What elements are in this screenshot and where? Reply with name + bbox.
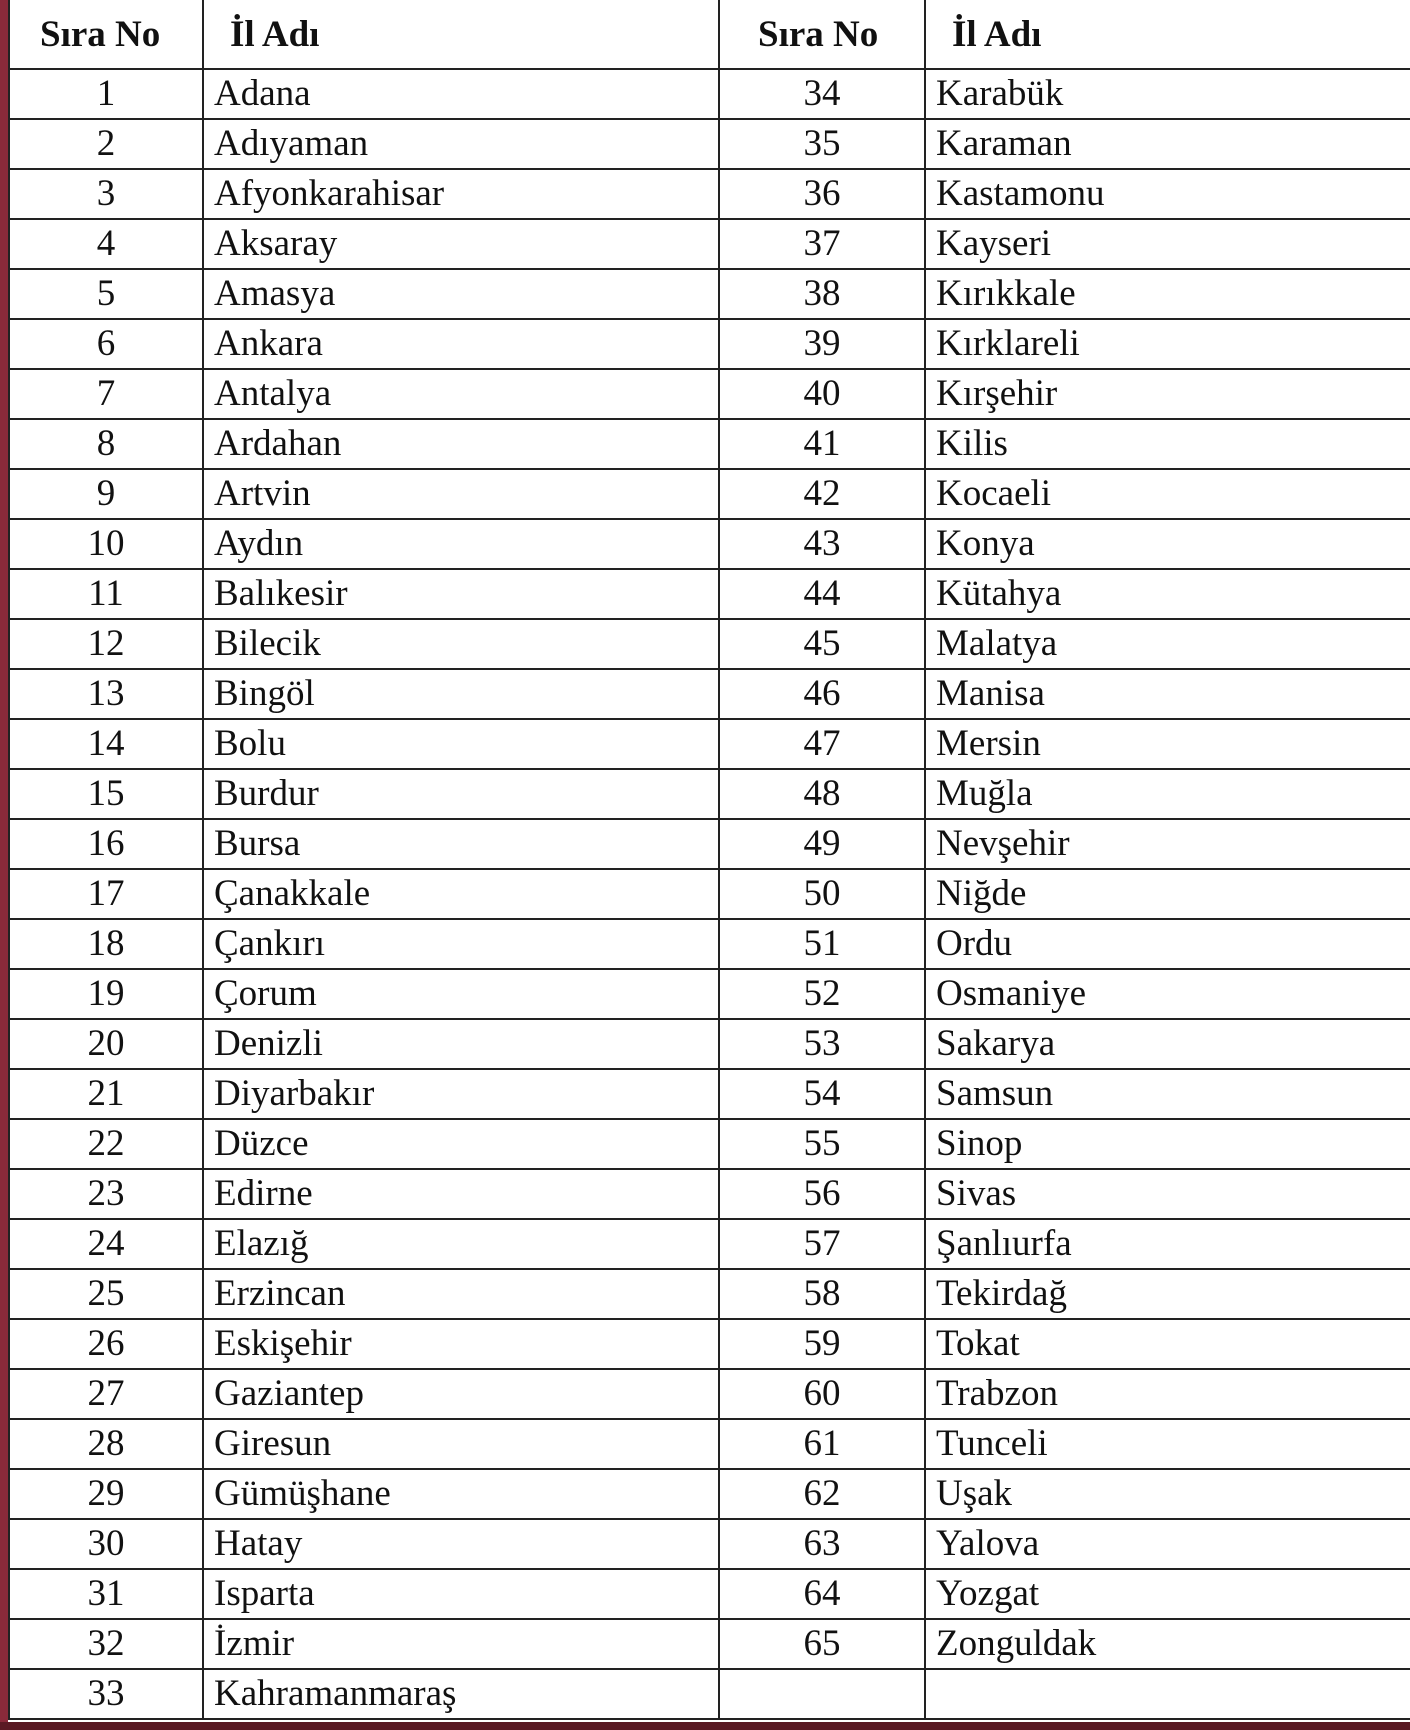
table-row: [9, 869, 1410, 919]
table-row: [9, 219, 1410, 269]
province-name-right: Uşak: [925, 1469, 1410, 1519]
province-name-left: Burdur: [203, 769, 719, 819]
province-name-right: Kayseri: [925, 219, 1410, 269]
row-number-right: 56: [719, 1169, 925, 1219]
row-number-left: 15: [9, 769, 203, 819]
row-number-right: 62: [719, 1469, 925, 1519]
province-name-right: Yozgat: [925, 1569, 1410, 1619]
table-row: [9, 1619, 1410, 1669]
province-name-left: Kahramanmaraş: [203, 1669, 719, 1719]
left-edge-border: [0, 0, 8, 1730]
province-name-left: Bursa: [203, 819, 719, 869]
table-row: [9, 819, 1410, 869]
province-name-right: Samsun: [925, 1069, 1410, 1119]
row-number-left: 4: [9, 219, 203, 269]
province-name-left: Ardahan: [203, 419, 719, 469]
province-name-right: Ordu: [925, 919, 1410, 969]
row-number-left: 11: [9, 569, 203, 619]
province-name-right: Kilis: [925, 419, 1410, 469]
table-row: [9, 69, 1410, 119]
bottom-edge-border: [0, 1722, 1410, 1730]
province-name-right: Kırşehir: [925, 369, 1410, 419]
province-name-right: Manisa: [925, 669, 1410, 719]
row-number-left: 25: [9, 1269, 203, 1319]
province-name-right: Sinop: [925, 1119, 1410, 1169]
province-name-left: Balıkesir: [203, 569, 719, 619]
row-number-left: 23: [9, 1169, 203, 1219]
row-number-right: 61: [719, 1419, 925, 1469]
table-row: [9, 919, 1410, 969]
row-number-right: 39: [719, 319, 925, 369]
table-row: [9, 969, 1410, 1019]
row-number-right: 54: [719, 1069, 925, 1119]
row-number-right: 60: [719, 1369, 925, 1419]
row-number-left: 7: [9, 369, 203, 419]
province-name-right: Kırıkkale: [925, 269, 1410, 319]
row-number-left: 28: [9, 1419, 203, 1469]
province-name-left: Düzce: [203, 1119, 719, 1169]
province-name-left: Bingöl: [203, 669, 719, 719]
province-name-left: Adıyaman: [203, 119, 719, 169]
province-name-left: Eskişehir: [203, 1319, 719, 1369]
row-number-left: 12: [9, 619, 203, 669]
province-name-left: Adana: [203, 69, 719, 119]
province-name-left: Bilecik: [203, 619, 719, 669]
header-row: [9, 0, 1410, 69]
row-number-right: 64: [719, 1569, 925, 1619]
province-name-right: Tokat: [925, 1319, 1410, 1369]
table-row: [9, 269, 1410, 319]
row-number-right: 59: [719, 1319, 925, 1369]
table-row: [9, 419, 1410, 469]
province-name-left: İzmir: [203, 1619, 719, 1669]
province-name-left: Antalya: [203, 369, 719, 419]
province-name-right: Sivas: [925, 1169, 1410, 1219]
row-number-right: 37: [719, 219, 925, 269]
row-number-left: 10: [9, 519, 203, 569]
row-number-right: 55: [719, 1119, 925, 1169]
province-name-left: Çankırı: [203, 919, 719, 969]
row-number-right: 44: [719, 569, 925, 619]
table-row: [9, 1669, 1410, 1719]
province-name-right: [925, 1669, 1410, 1719]
province-table: [8, 0, 1410, 1720]
table-row: [9, 1569, 1410, 1619]
province-name-right: Kocaeli: [925, 469, 1410, 519]
table-row: [9, 1369, 1410, 1419]
province-name-right: Karabük: [925, 69, 1410, 119]
row-number-left: 6: [9, 319, 203, 369]
province-name-left: Çanakkale: [203, 869, 719, 919]
province-name-left: Elazığ: [203, 1219, 719, 1269]
row-number-left: 26: [9, 1319, 203, 1369]
table-row: [9, 469, 1410, 519]
province-name-left: Denizli: [203, 1019, 719, 1069]
province-name-right: Konya: [925, 519, 1410, 569]
row-number-right: 40: [719, 369, 925, 419]
table-row: [9, 519, 1410, 569]
province-name-left: Diyarbakır: [203, 1069, 719, 1119]
row-number-right: 51: [719, 919, 925, 969]
row-number-right: 53: [719, 1019, 925, 1069]
row-number-right: 41: [719, 419, 925, 469]
row-number-left: 16: [9, 819, 203, 869]
province-name-right: Osmaniye: [925, 969, 1410, 1019]
table-row: [9, 719, 1410, 769]
row-number-right: 43: [719, 519, 925, 569]
row-number-right: 48: [719, 769, 925, 819]
table-row: [9, 1419, 1410, 1469]
row-number-left: 3: [9, 169, 203, 219]
row-number-left: 27: [9, 1369, 203, 1419]
table-header: [9, 0, 1410, 69]
province-name-left: Bolu: [203, 719, 719, 769]
table-row: [9, 669, 1410, 719]
header-sira-no-left: Sıra No: [9, 0, 203, 69]
province-name-right: Zonguldak: [925, 1619, 1410, 1669]
row-number-left: 9: [9, 469, 203, 519]
row-number-right: 35: [719, 119, 925, 169]
table-row: [9, 1269, 1410, 1319]
table-row: [9, 1119, 1410, 1169]
table-row: [9, 1219, 1410, 1269]
table-row: [9, 1019, 1410, 1069]
province-name-left: Gaziantep: [203, 1369, 719, 1419]
document-page: [8, 0, 1410, 1730]
table-row: [9, 1319, 1410, 1369]
row-number-left: 33: [9, 1669, 203, 1719]
province-name-right: Tunceli: [925, 1419, 1410, 1469]
province-name-left: Amasya: [203, 269, 719, 319]
province-name-left: Artvin: [203, 469, 719, 519]
row-number-right: 65: [719, 1619, 925, 1669]
table-row: [9, 319, 1410, 369]
header-il-adi-left: İl Adı: [203, 0, 719, 69]
row-number-right: 46: [719, 669, 925, 719]
table-row: [9, 169, 1410, 219]
row-number-left: 32: [9, 1619, 203, 1669]
row-number-right: 34: [719, 69, 925, 119]
province-name-right: Mersin: [925, 719, 1410, 769]
province-name-right: Tekirdağ: [925, 1269, 1410, 1319]
row-number-left: 21: [9, 1069, 203, 1119]
row-number-left: 19: [9, 969, 203, 1019]
row-number-left: 30: [9, 1519, 203, 1569]
row-number-right: 52: [719, 969, 925, 1019]
province-name-left: Hatay: [203, 1519, 719, 1569]
province-name-right: Kütahya: [925, 569, 1410, 619]
province-name-left: Giresun: [203, 1419, 719, 1469]
row-number-left: 18: [9, 919, 203, 969]
province-name-right: Kastamonu: [925, 169, 1410, 219]
row-number-right: 57: [719, 1219, 925, 1269]
province-name-right: Yalova: [925, 1519, 1410, 1569]
row-number-left: 5: [9, 269, 203, 319]
row-number-left: 1: [9, 69, 203, 119]
table-row: [9, 119, 1410, 169]
row-number-right: 42: [719, 469, 925, 519]
row-number-left: 22: [9, 1119, 203, 1169]
row-number-left: 31: [9, 1569, 203, 1619]
province-name-right: Kırklareli: [925, 319, 1410, 369]
province-name-left: Edirne: [203, 1169, 719, 1219]
table-row: [9, 619, 1410, 669]
row-number-left: 24: [9, 1219, 203, 1269]
table-row: [9, 1519, 1410, 1569]
row-number-left: 13: [9, 669, 203, 719]
row-number-left: 8: [9, 419, 203, 469]
header-il-adi-right: İl Adı: [925, 0, 1410, 69]
province-name-right: Trabzon: [925, 1369, 1410, 1419]
row-number-left: 29: [9, 1469, 203, 1519]
row-number-right: 47: [719, 719, 925, 769]
row-number-right: [719, 1669, 925, 1719]
province-name-right: Niğde: [925, 869, 1410, 919]
province-name-right: Sakarya: [925, 1019, 1410, 1069]
row-number-right: 58: [719, 1269, 925, 1319]
province-name-right: Karaman: [925, 119, 1410, 169]
province-name-right: Nevşehir: [925, 819, 1410, 869]
row-number-right: 36: [719, 169, 925, 219]
table-row: [9, 1469, 1410, 1519]
province-name-left: Isparta: [203, 1569, 719, 1619]
table-row: [9, 569, 1410, 619]
row-number-right: 45: [719, 619, 925, 669]
province-name-left: Ankara: [203, 319, 719, 369]
row-number-right: 38: [719, 269, 925, 319]
header-sira-no-right: Sıra No: [719, 0, 925, 69]
row-number-left: 17: [9, 869, 203, 919]
province-name-left: Gümüşhane: [203, 1469, 719, 1519]
province-name-right: Malatya: [925, 619, 1410, 669]
province-name-left: Çorum: [203, 969, 719, 1019]
province-name-left: Aksaray: [203, 219, 719, 269]
table-body: [9, 69, 1410, 1719]
province-name-right: Muğla: [925, 769, 1410, 819]
table-row: [9, 769, 1410, 819]
table-row: [9, 369, 1410, 419]
row-number-left: 20: [9, 1019, 203, 1069]
row-number-left: 2: [9, 119, 203, 169]
row-number-right: 49: [719, 819, 925, 869]
table-row: [9, 1069, 1410, 1119]
province-name-left: Erzincan: [203, 1269, 719, 1319]
table-row: [9, 1169, 1410, 1219]
province-name-left: Aydın: [203, 519, 719, 569]
province-name-right: Şanlıurfa: [925, 1219, 1410, 1269]
row-number-left: 14: [9, 719, 203, 769]
row-number-right: 63: [719, 1519, 925, 1569]
row-number-right: 50: [719, 869, 925, 919]
province-name-left: Afyonkarahisar: [203, 169, 719, 219]
